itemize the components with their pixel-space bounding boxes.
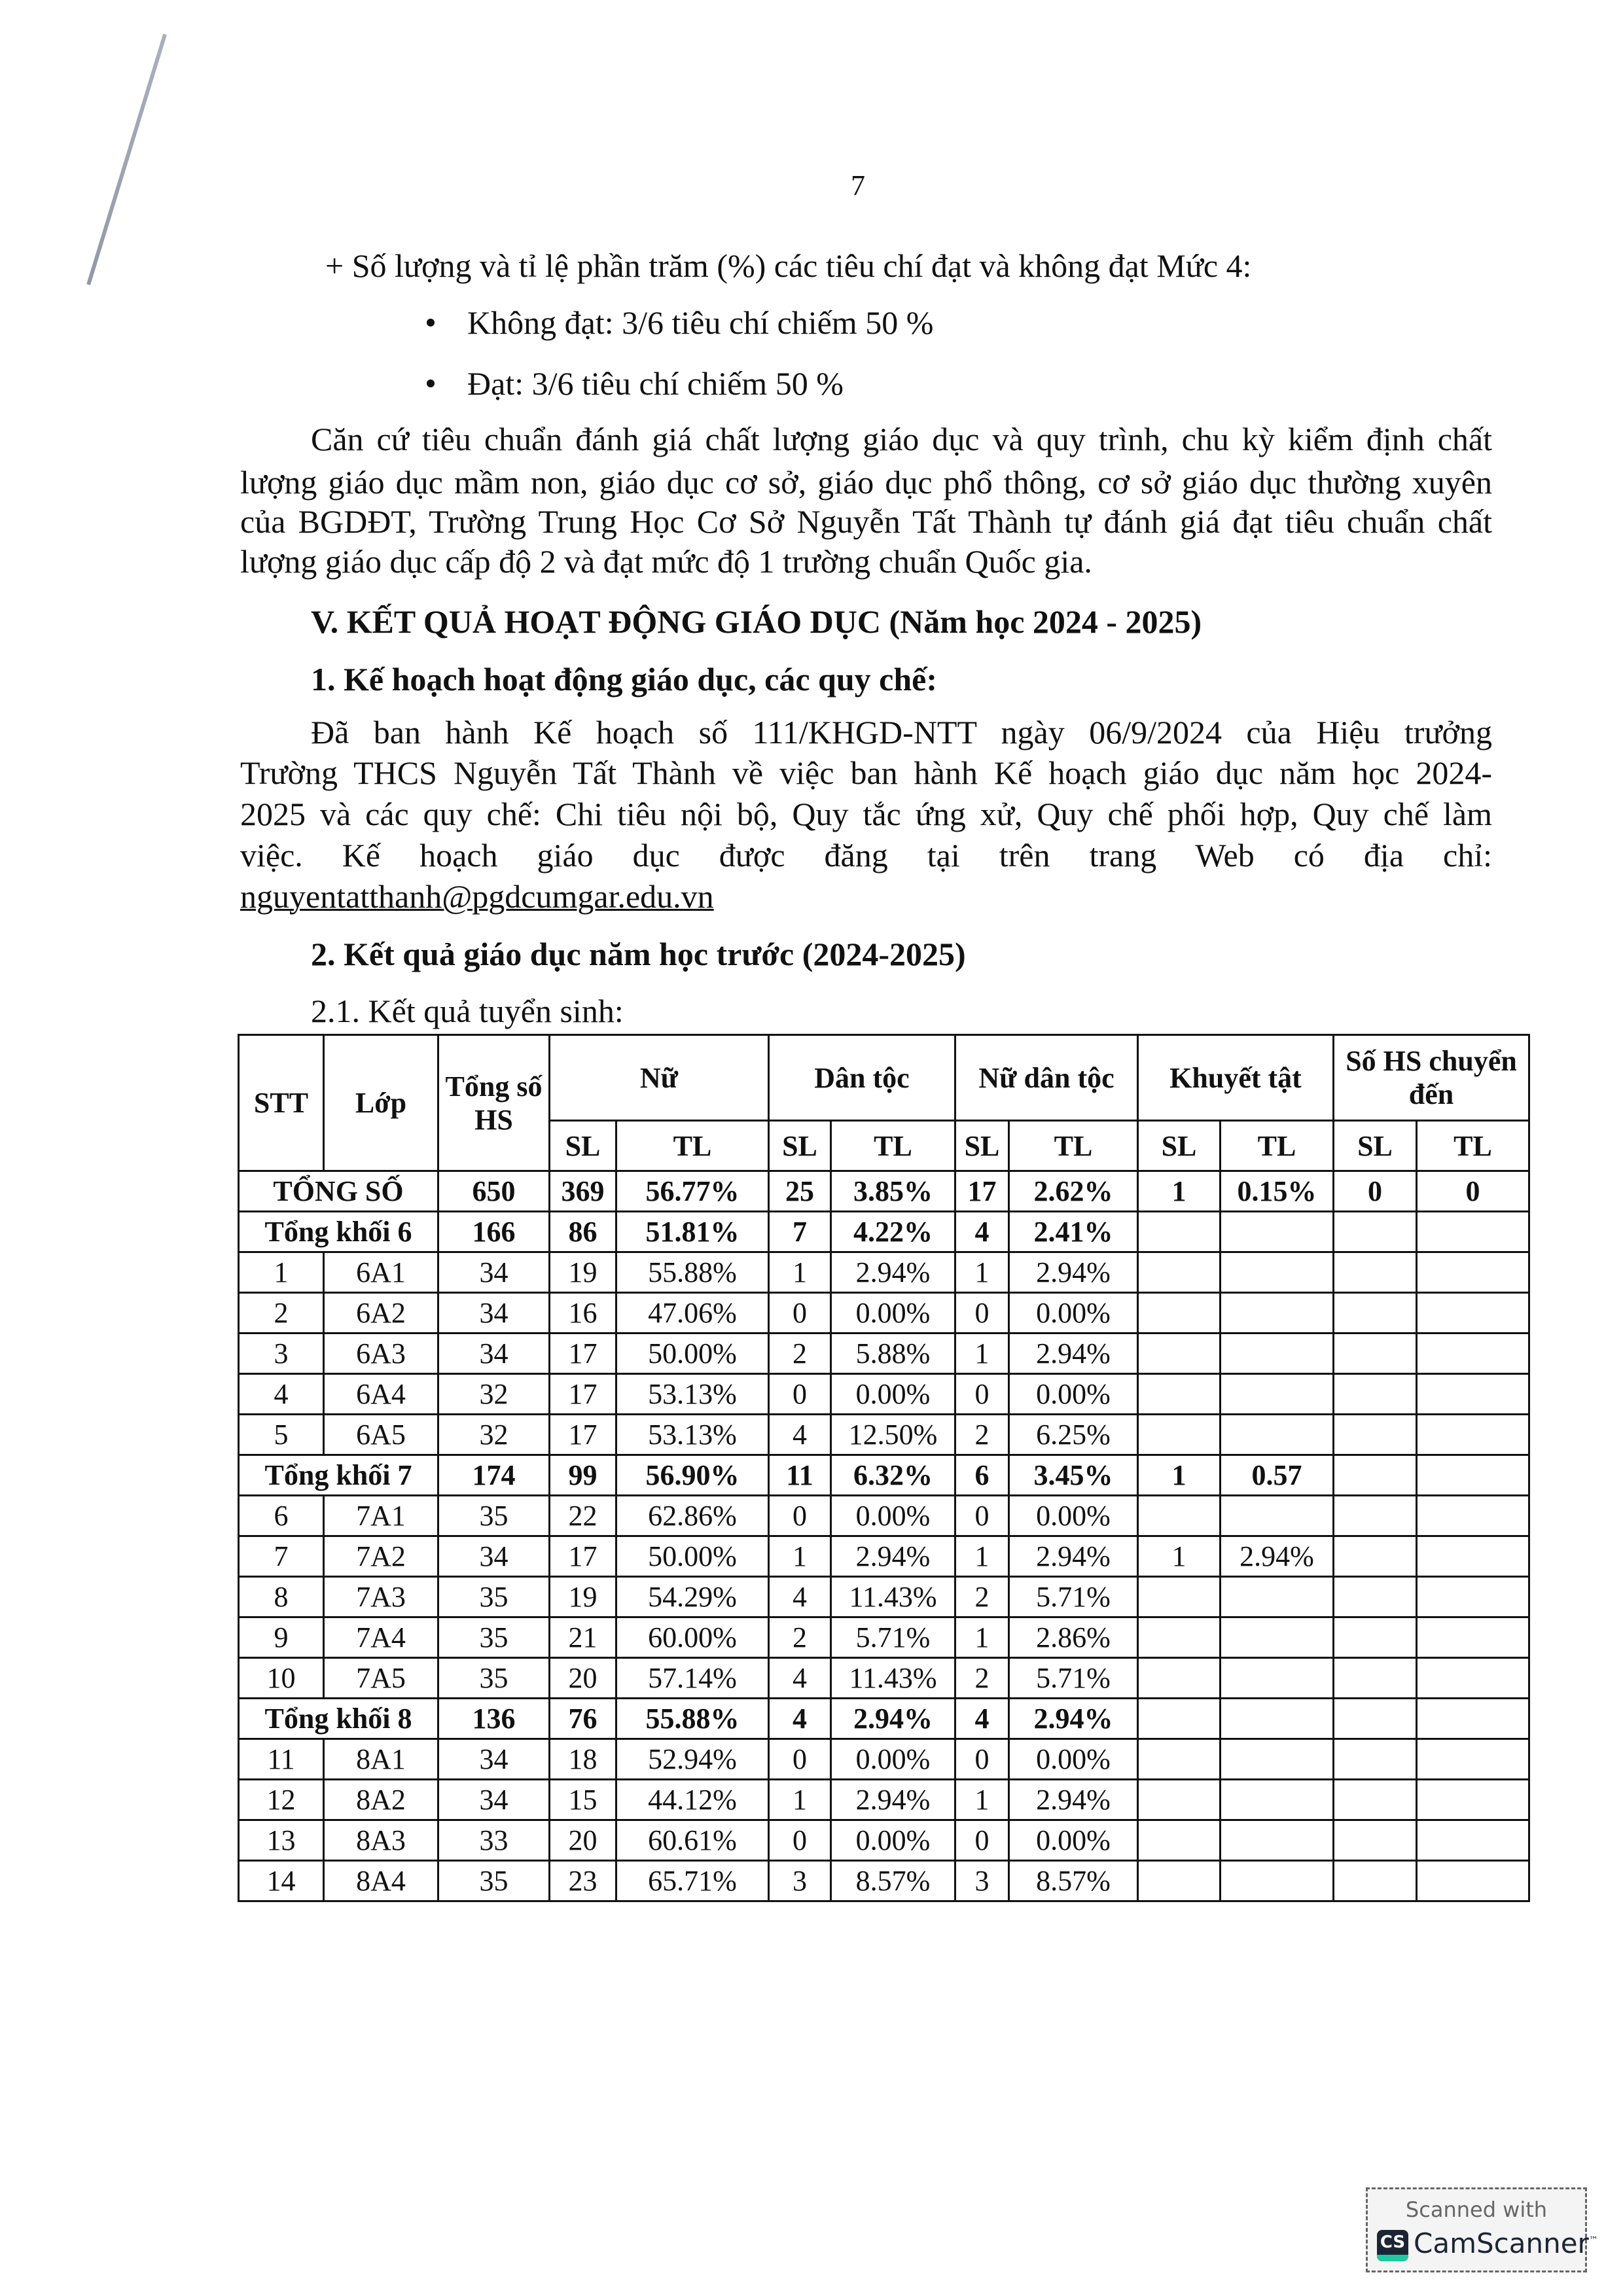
- cell-stt: 6: [239, 1496, 324, 1536]
- cell-lop: 8A3: [324, 1820, 438, 1861]
- cell-cd-tl: [1417, 1820, 1529, 1861]
- cell-ndt-sl: 4: [955, 1699, 1009, 1739]
- cell-ndt-sl: 1: [955, 1780, 1009, 1820]
- header-sl: SL: [1334, 1121, 1417, 1171]
- section-v-title: V. KẾT QUẢ HOẠT ĐỘNG GIÁO DỤC (Năm học 2024 - 2025): [311, 603, 1202, 640]
- cell-cd-sl: [1334, 1212, 1417, 1252]
- conclusion-line: của BGDĐT, Trường Trung Học Cơ Sở Nguyễn Tất Thành tự đánh giá đạt tiêu chuẩn chất: [240, 503, 1492, 540]
- cell-dt-tl: 8.57%: [831, 1861, 955, 1901]
- brand-name: CamScanner: [1414, 2227, 1589, 2259]
- cell-tong: 35: [438, 1577, 550, 1617]
- header-ethnic: Dân tộc: [769, 1035, 955, 1121]
- cell-kt-sl: [1138, 1780, 1221, 1820]
- cell-kt-tl: [1221, 1780, 1334, 1820]
- cell-ndt-sl: 3: [955, 1861, 1009, 1901]
- cell-stt: 13: [239, 1820, 324, 1861]
- table-row: [239, 1658, 1529, 1699]
- cell-dt-tl: 0.00%: [831, 1293, 955, 1333]
- cell-tong: 34: [438, 1252, 550, 1293]
- cell-cd-sl: [1334, 1780, 1417, 1820]
- cell-kt-sl: [1138, 1496, 1221, 1536]
- header-sl: SL: [769, 1121, 831, 1171]
- cell-tong: 34: [438, 1333, 550, 1374]
- cell-ndt-tl: 2.94%: [1009, 1252, 1138, 1293]
- cell-dt-sl: 0: [769, 1293, 831, 1333]
- cell-dt-tl: 5.71%: [831, 1617, 955, 1658]
- cell-kt-tl: [1221, 1739, 1334, 1780]
- cell-nu-sl: 19: [550, 1252, 616, 1293]
- header-transferred-in: Số HS chuyển đến: [1334, 1035, 1529, 1121]
- cell-dt-tl: 11.43%: [831, 1658, 955, 1699]
- cell-nu-sl: 86: [550, 1212, 616, 1252]
- cell-nu-tl: 50.00%: [616, 1333, 769, 1374]
- cell-ndt-sl: 0: [955, 1496, 1009, 1536]
- cell-kt-tl: [1221, 1699, 1334, 1739]
- cell-tong: 35: [438, 1617, 550, 1658]
- cell-stt: 8: [239, 1577, 324, 1617]
- cell-dt-tl: 11.43%: [831, 1577, 955, 1617]
- table-total-row: [239, 1455, 1529, 1496]
- cell-kt-tl: [1221, 1577, 1334, 1617]
- cell-ndt-sl: 2: [955, 1415, 1009, 1455]
- cell-dt-sl: 4: [769, 1699, 831, 1739]
- cell-nu-tl: 56.77%: [616, 1171, 769, 1212]
- cell-cd-sl: [1334, 1820, 1417, 1861]
- cell-kt-tl: 2.94%: [1221, 1536, 1334, 1577]
- header-sl: SL: [955, 1121, 1009, 1171]
- cell-kt-tl: [1221, 1496, 1334, 1536]
- section-2-1-title: 2.1. Kết quả tuyển sinh:: [311, 993, 624, 1029]
- conclusion-line: lượng giáo dục cấp độ 2 và đạt mức độ 1 trường chuẩn Quốc gia.: [240, 543, 1092, 580]
- cell-dt-tl: 5.88%: [831, 1333, 955, 1374]
- table-row: [239, 1820, 1529, 1861]
- cell-cd-tl: [1417, 1293, 1529, 1333]
- cell-lop: 6A2: [324, 1293, 438, 1333]
- criteria-summary-line: + Số lượng và tỉ lệ phần trăm (%) các tiêu chí đạt và không đạt Mức 4:: [325, 247, 1252, 284]
- bullet-not-achieved: Không đạt: 3/6 tiêu chí chiếm 50 %: [467, 304, 934, 341]
- scan-edge-artifact: [86, 34, 167, 285]
- cell-cd-sl: [1334, 1333, 1417, 1374]
- cell-dt-sl: 3: [769, 1861, 831, 1901]
- table-row: [239, 1780, 1529, 1820]
- cell-dt-sl: 4: [769, 1658, 831, 1699]
- cell-ndt-tl: 2.94%: [1009, 1333, 1138, 1374]
- table-row: [239, 1293, 1529, 1333]
- cell-nu-tl: 47.06%: [616, 1293, 769, 1333]
- cell-label: Tổng khối 6: [239, 1212, 438, 1252]
- table-row: [239, 1333, 1529, 1374]
- cell-tong: 32: [438, 1374, 550, 1415]
- watermark-caption: Scanned with: [1405, 2197, 1548, 2222]
- cell-cd-tl: [1417, 1455, 1529, 1496]
- cell-nu-tl: 52.94%: [616, 1739, 769, 1780]
- table-row: [239, 1496, 1529, 1536]
- cell-cd-sl: [1334, 1415, 1417, 1455]
- cell-nu-tl: 60.00%: [616, 1617, 769, 1658]
- cell-dt-tl: 3.85%: [831, 1171, 955, 1212]
- cell-kt-sl: 1: [1138, 1171, 1221, 1212]
- header-tl: TL: [1009, 1121, 1138, 1171]
- cell-kt-sl: [1138, 1293, 1221, 1333]
- table-row: [239, 1739, 1529, 1780]
- cell-dt-tl: 0.00%: [831, 1739, 955, 1780]
- cell-tong: 32: [438, 1415, 550, 1455]
- cell-kt-sl: [1138, 1374, 1221, 1415]
- cell-lop: 8A2: [324, 1780, 438, 1820]
- table-row: [239, 1252, 1529, 1293]
- cell-tong: 136: [438, 1699, 550, 1739]
- cell-nu-tl: 55.88%: [616, 1699, 769, 1739]
- cell-nu-tl: 57.14%: [616, 1658, 769, 1699]
- cell-cd-sl: [1334, 1374, 1417, 1415]
- cell-ndt-tl: 5.71%: [1009, 1577, 1138, 1617]
- cell-ndt-tl: 0.00%: [1009, 1820, 1138, 1861]
- cell-nu-sl: 76: [550, 1699, 616, 1739]
- cell-ndt-tl: 2.41%: [1009, 1212, 1138, 1252]
- cell-nu-tl: 62.86%: [616, 1496, 769, 1536]
- cell-cd-tl: [1417, 1658, 1529, 1699]
- cell-kt-tl: [1221, 1415, 1334, 1455]
- cell-nu-sl: 20: [550, 1658, 616, 1699]
- cell-kt-tl: [1221, 1293, 1334, 1333]
- cell-dt-tl: 2.94%: [831, 1536, 955, 1577]
- cell-lop: 8A4: [324, 1861, 438, 1901]
- cell-cd-sl: [1334, 1536, 1417, 1577]
- cell-kt-sl: [1138, 1739, 1221, 1780]
- cell-cd-sl: [1334, 1455, 1417, 1496]
- cell-label: Tổng khối 8: [239, 1699, 438, 1739]
- cell-kt-tl: [1221, 1252, 1334, 1293]
- cell-nu-sl: 23: [550, 1861, 616, 1901]
- cell-cd-sl: [1334, 1699, 1417, 1739]
- cell-stt: 10: [239, 1658, 324, 1699]
- cell-kt-sl: [1138, 1252, 1221, 1293]
- cell-cd-sl: [1334, 1617, 1417, 1658]
- cell-kt-sl: [1138, 1658, 1221, 1699]
- cell-cd-tl: [1417, 1536, 1529, 1577]
- table-total-row: [239, 1699, 1529, 1739]
- cell-lop: 7A4: [324, 1617, 438, 1658]
- cell-dt-tl: 0.00%: [831, 1496, 955, 1536]
- cell-nu-tl: 53.13%: [616, 1415, 769, 1455]
- table-row: [239, 1577, 1529, 1617]
- cell-tong: 34: [438, 1739, 550, 1780]
- cell-ndt-tl: 5.71%: [1009, 1658, 1138, 1699]
- cell-cd-tl: [1417, 1739, 1529, 1780]
- header-disabled: Khuyết tật: [1138, 1035, 1334, 1121]
- header-sl: SL: [1138, 1121, 1221, 1171]
- cell-lop: 6A1: [324, 1252, 438, 1293]
- cell-nu-tl: 65.71%: [616, 1861, 769, 1901]
- cell-ndt-sl: 4: [955, 1212, 1009, 1252]
- cell-kt-sl: [1138, 1820, 1221, 1861]
- header-tl: TL: [1221, 1121, 1334, 1171]
- cell-nu-sl: 21: [550, 1617, 616, 1658]
- cell-ndt-tl: 6.25%: [1009, 1415, 1138, 1455]
- cell-label: Tổng khối 7: [239, 1455, 438, 1496]
- cell-cd-sl: [1334, 1293, 1417, 1333]
- cell-lop: 6A5: [324, 1415, 438, 1455]
- cell-dt-tl: 2.94%: [831, 1252, 955, 1293]
- cell-dt-sl: 1: [769, 1252, 831, 1293]
- watermark-brand: [1414, 2227, 1598, 2259]
- cell-cd-tl: [1417, 1699, 1529, 1739]
- cell-ndt-tl: 0.00%: [1009, 1496, 1138, 1536]
- cell-ndt-tl: 0.00%: [1009, 1293, 1138, 1333]
- cell-nu-tl: 44.12%: [616, 1780, 769, 1820]
- cell-cd-sl: [1334, 1496, 1417, 1536]
- cell-nu-sl: 19: [550, 1577, 616, 1617]
- logo-text: CS: [1380, 2233, 1406, 2252]
- cell-dt-sl: 25: [769, 1171, 831, 1212]
- cell-dt-sl: 11: [769, 1455, 831, 1496]
- header-ethnic-female: Nữ dân tộc: [955, 1035, 1138, 1121]
- cell-kt-sl: 1: [1138, 1455, 1221, 1496]
- cell-nu-sl: 17: [550, 1374, 616, 1415]
- cell-kt-sl: [1138, 1333, 1221, 1374]
- cell-tong: 166: [438, 1212, 550, 1252]
- cell-dt-sl: 2: [769, 1617, 831, 1658]
- cell-kt-tl: [1221, 1658, 1334, 1699]
- cell-ndt-sl: 1: [955, 1617, 1009, 1658]
- cell-lop: 7A1: [324, 1496, 438, 1536]
- cell-kt-sl: [1138, 1415, 1221, 1455]
- cell-ndt-sl: 0: [955, 1739, 1009, 1780]
- cell-cd-tl: [1417, 1415, 1529, 1455]
- cell-dt-tl: 2.94%: [831, 1780, 955, 1820]
- cell-ndt-sl: 1: [955, 1536, 1009, 1577]
- cell-ndt-tl: 0.00%: [1009, 1374, 1138, 1415]
- cell-tong: 35: [438, 1861, 550, 1901]
- cell-ndt-tl: 2.94%: [1009, 1699, 1138, 1739]
- cell-ndt-sl: 1: [955, 1252, 1009, 1293]
- cell-nu-tl: 54.29%: [616, 1577, 769, 1617]
- header-total-students: Tổng số HS: [438, 1035, 550, 1171]
- cell-cd-tl: [1417, 1333, 1529, 1374]
- cell-cd-tl: [1417, 1252, 1529, 1293]
- table-row: [239, 1617, 1529, 1658]
- cell-nu-tl: 55.88%: [616, 1252, 769, 1293]
- cell-nu-tl: 50.00%: [616, 1536, 769, 1577]
- cell-nu-sl: 17: [550, 1333, 616, 1374]
- cell-dt-sl: 4: [769, 1415, 831, 1455]
- page-number: 7: [851, 169, 865, 202]
- header-stt: STT: [239, 1035, 324, 1171]
- cell-dt-tl: 4.22%: [831, 1212, 955, 1252]
- cell-nu-tl: 60.61%: [616, 1820, 769, 1861]
- cell-tong: 33: [438, 1820, 550, 1861]
- cell-nu-sl: 20: [550, 1820, 616, 1861]
- table-row: [239, 1374, 1529, 1415]
- trademark: ™: [1588, 2235, 1598, 2246]
- cell-ndt-tl: 3.45%: [1009, 1455, 1138, 1496]
- cell-stt: 3: [239, 1333, 324, 1374]
- cell-ndt-tl: 0.00%: [1009, 1739, 1138, 1780]
- header-tl: TL: [1417, 1121, 1529, 1171]
- bullet-achieved: Đạt: 3/6 tiêu chí chiếm 50 %: [467, 365, 844, 402]
- plan-line: việc. Kế hoạch giáo dục được đăng tại trên trang Web có địa chỉ:: [240, 837, 1492, 874]
- table-row: [239, 1861, 1529, 1901]
- cell-nu-sl: 18: [550, 1739, 616, 1780]
- cell-stt: 11: [239, 1739, 324, 1780]
- conclusion-line: Căn cứ tiêu chuẩn đánh giá chất lượng giáo dục và quy trình, chu kỳ kiểm định chất: [311, 421, 1492, 457]
- cell-ndt-sl: 1: [955, 1333, 1009, 1374]
- cell-dt-sl: 0: [769, 1374, 831, 1415]
- table-total-row: [239, 1171, 1529, 1212]
- cell-ndt-sl: 6: [955, 1455, 1009, 1496]
- cell-lop: 7A2: [324, 1536, 438, 1577]
- cell-ndt-sl: 2: [955, 1658, 1009, 1699]
- cell-cd-sl: [1334, 1739, 1417, 1780]
- cell-kt-tl: [1221, 1820, 1334, 1861]
- cell-kt-sl: [1138, 1699, 1221, 1739]
- bullet-icon: [427, 380, 435, 387]
- camscanner-logo-icon: [1377, 2230, 1408, 2261]
- cell-nu-sl: 22: [550, 1496, 616, 1536]
- enrollment-table-body: [239, 1171, 1529, 1901]
- cell-tong: 35: [438, 1658, 550, 1699]
- cell-dt-sl: 1: [769, 1536, 831, 1577]
- cell-ndt-tl: 2.94%: [1009, 1536, 1138, 1577]
- cell-dt-sl: 0: [769, 1496, 831, 1536]
- cell-cd-tl: [1417, 1780, 1529, 1820]
- cell-stt: 14: [239, 1861, 324, 1901]
- cell-dt-tl: 6.32%: [831, 1455, 955, 1496]
- cell-ndt-tl: 8.57%: [1009, 1861, 1138, 1901]
- plan-line: Trường THCS Nguyễn Tất Thành về việc ban hành Kế hoạch giáo dục năm học 2024-: [240, 754, 1492, 791]
- cell-nu-sl: 17: [550, 1415, 616, 1455]
- cell-cd-sl: [1334, 1577, 1417, 1617]
- cell-ndt-tl: 2.94%: [1009, 1780, 1138, 1820]
- cell-kt-sl: [1138, 1861, 1221, 1901]
- bullet-icon: [427, 319, 435, 327]
- cell-nu-sl: 99: [550, 1455, 616, 1496]
- cell-dt-sl: 4: [769, 1577, 831, 1617]
- cell-ndt-tl: 2.62%: [1009, 1171, 1138, 1212]
- cell-cd-tl: [1417, 1617, 1529, 1658]
- cell-stt: 5: [239, 1415, 324, 1455]
- cell-nu-sl: 16: [550, 1293, 616, 1333]
- cell-label: TỔNG SỐ: [239, 1171, 438, 1212]
- cell-kt-tl: [1221, 1333, 1334, 1374]
- cell-tong: 34: [438, 1536, 550, 1577]
- cell-cd-tl: [1417, 1577, 1529, 1617]
- section-2-title: 2. Kết quả giáo dục năm học trước (2024-2025): [311, 936, 966, 972]
- cell-kt-sl: 1: [1138, 1536, 1221, 1577]
- plan-line: 2025 và các quy chế: Chi tiêu nội bộ, Quy tắc ứng xử, Quy chế phối hợp, Quy chế làm: [240, 796, 1492, 832]
- cell-nu-sl: 17: [550, 1536, 616, 1577]
- cell-lop: 7A3: [324, 1577, 438, 1617]
- cell-dt-sl: 0: [769, 1739, 831, 1780]
- cell-lop: 8A1: [324, 1739, 438, 1780]
- cell-nu-tl: 51.81%: [616, 1212, 769, 1252]
- cell-stt: 4: [239, 1374, 324, 1415]
- cell-nu-tl: 56.90%: [616, 1455, 769, 1496]
- cell-cd-sl: [1334, 1658, 1417, 1699]
- cell-cd-sl: [1334, 1861, 1417, 1901]
- cell-ndt-sl: 2: [955, 1577, 1009, 1617]
- cell-lop: 6A4: [324, 1374, 438, 1415]
- cell-cd-sl: 0: [1334, 1171, 1417, 1212]
- cell-dt-sl: 1: [769, 1780, 831, 1820]
- cell-ndt-sl: 0: [955, 1820, 1009, 1861]
- enrollment-table: [238, 1034, 1530, 1902]
- table-row: [239, 1536, 1529, 1577]
- cell-kt-tl: [1221, 1861, 1334, 1901]
- cell-kt-sl: [1138, 1577, 1221, 1617]
- header-class: Lớp: [324, 1035, 438, 1171]
- cell-nu-sl: 369: [550, 1171, 616, 1212]
- cell-ndt-sl: 0: [955, 1293, 1009, 1333]
- cell-nu-tl: 53.13%: [616, 1374, 769, 1415]
- cell-tong: 35: [438, 1496, 550, 1536]
- cell-stt: 1: [239, 1252, 324, 1293]
- cell-nu-sl: 15: [550, 1780, 616, 1820]
- cell-stt: 12: [239, 1780, 324, 1820]
- cell-cd-sl: [1334, 1252, 1417, 1293]
- cell-tong: 34: [438, 1780, 550, 1820]
- header-tl: TL: [616, 1121, 769, 1171]
- section-1-title: 1. Kế hoạch hoạt động giáo dục, các quy chế:: [311, 661, 938, 698]
- cell-kt-tl: [1221, 1212, 1334, 1252]
- cell-kt-sl: [1138, 1212, 1221, 1252]
- cell-kt-tl: [1221, 1617, 1334, 1658]
- cell-dt-tl: 0.00%: [831, 1820, 955, 1861]
- cell-tong: 650: [438, 1171, 550, 1212]
- cell-ndt-sl: 17: [955, 1171, 1009, 1212]
- cell-stt: 7: [239, 1536, 324, 1577]
- cell-cd-tl: [1417, 1212, 1529, 1252]
- cell-dt-tl: 12.50%: [831, 1415, 955, 1455]
- cell-dt-sl: 7: [769, 1212, 831, 1252]
- cell-dt-sl: 0: [769, 1820, 831, 1861]
- cell-dt-sl: 2: [769, 1333, 831, 1374]
- header-tl: TL: [831, 1121, 955, 1171]
- cell-cd-tl: [1417, 1374, 1529, 1415]
- cell-cd-tl: [1417, 1861, 1529, 1901]
- plan-line: Đã ban hành Kế hoạch số 111/KHGD-NTT ngày 06/9/2024 của Hiệu trưởng: [311, 714, 1492, 751]
- table-total-row: [239, 1212, 1529, 1252]
- camscanner-watermark: [1366, 2187, 1598, 2272]
- table-row: [239, 1415, 1529, 1455]
- cell-ndt-tl: 2.86%: [1009, 1617, 1138, 1658]
- cell-cd-tl: 0: [1417, 1171, 1529, 1212]
- cell-dt-tl: 2.94%: [831, 1699, 955, 1739]
- cell-kt-sl: [1138, 1617, 1221, 1658]
- website-link[interactable]: nguyentatthanh@pgdcumgar.edu.vn: [240, 878, 714, 915]
- cell-dt-tl: 0.00%: [831, 1374, 955, 1415]
- cell-tong: 34: [438, 1293, 550, 1333]
- header-sl: SL: [550, 1121, 616, 1171]
- cell-tong: 174: [438, 1455, 550, 1496]
- cell-stt: 9: [239, 1617, 324, 1658]
- conclusion-line: lượng giáo dục mầm non, giáo dục cơ sở, giáo dục phổ thông, cơ sở giáo dục thường xuyên: [240, 464, 1492, 501]
- cell-lop: 6A3: [324, 1333, 438, 1374]
- cell-kt-tl: 0.15%: [1221, 1171, 1334, 1212]
- cell-kt-tl: [1221, 1374, 1334, 1415]
- cell-lop: 7A5: [324, 1658, 438, 1699]
- cell-stt: 2: [239, 1293, 324, 1333]
- cell-ndt-sl: 0: [955, 1374, 1009, 1415]
- header-female: Nữ: [550, 1035, 769, 1121]
- cell-kt-tl: 0.57: [1221, 1455, 1334, 1496]
- cell-cd-tl: [1417, 1496, 1529, 1536]
